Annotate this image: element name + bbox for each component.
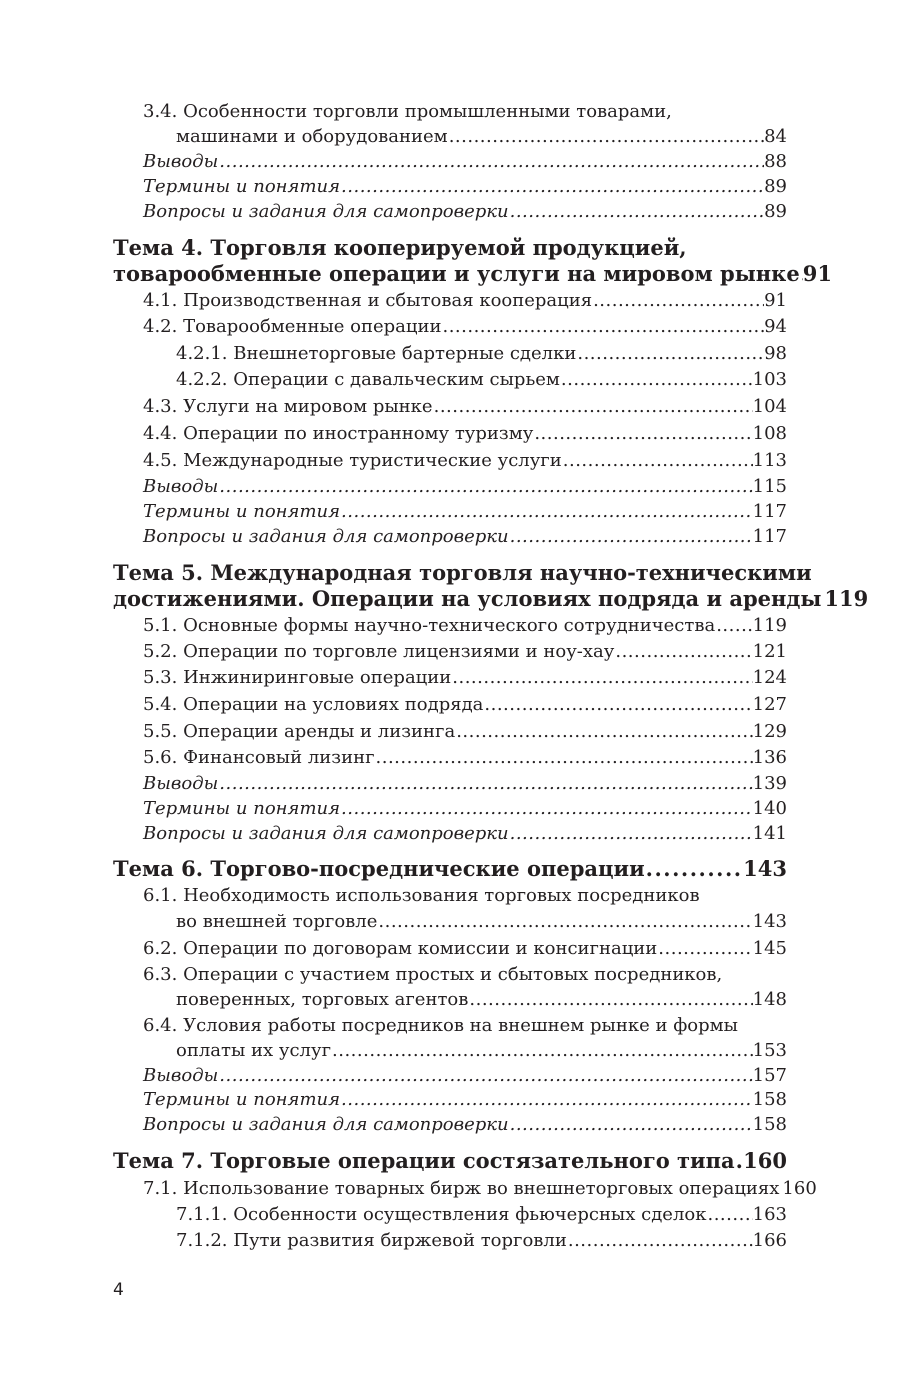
- toc-entry-title: Термины и понятия: [143, 1089, 341, 1110]
- toc-page-number: 91: [802, 261, 832, 286]
- toc-page-number: 117: [752, 501, 787, 522]
- toc-chapter-entry[interactable]: [113, 858, 787, 879]
- page-number: 4: [113, 1280, 124, 1300]
- toc-entry[interactable]: [143, 1116, 787, 1134]
- dot-leader: [340, 178, 764, 196]
- dot-leader: [331, 1042, 753, 1060]
- toc-page-number: 89: [764, 201, 787, 222]
- toc-entry-title: 7.1.2. Пути развития биржевой торговли: [176, 1230, 567, 1251]
- toc-entry[interactable]: [143, 825, 787, 843]
- toc-entry-title: 5.5. Операции аренды и лизинга: [143, 721, 456, 742]
- dot-leader: [576, 345, 764, 363]
- toc-page-number: 119: [752, 615, 787, 636]
- dot-leader: [433, 398, 753, 416]
- toc-page-number: 143: [743, 856, 787, 881]
- dot-leader: [377, 913, 752, 931]
- toc-entry[interactable]: [143, 696, 787, 714]
- dot-leader: [509, 1116, 753, 1134]
- toc-page-number: 153: [752, 1040, 787, 1061]
- toc-entry-title: машинами и оборудованием: [176, 126, 448, 147]
- toc-page-number: 94: [764, 316, 787, 337]
- toc-page-number: 148: [752, 989, 787, 1010]
- toc-page-number: 124: [752, 667, 787, 688]
- toc-entry-title: 7.1. Использование товарных бирж во внешнеторговых операциях: [143, 1178, 780, 1199]
- toc-page-number: 89: [764, 176, 787, 197]
- toc-entry-title-line: 3.4. Особенности торговли промышленными товарами,: [143, 101, 672, 122]
- dot-leader: [533, 425, 752, 443]
- dot-leader: [509, 203, 764, 221]
- toc-entry[interactable]: [143, 503, 787, 521]
- toc-entry-title: 5.3. Инжиниринговые операции: [143, 667, 452, 688]
- toc-entry-title: 4.3. Услуги на мировом рынке: [143, 396, 433, 417]
- toc-entry-title: 4.4. Операции по иностранному туризму: [143, 423, 534, 444]
- dot-leader: [218, 775, 752, 793]
- toc-chapter-entry[interactable]: [113, 261, 832, 286]
- toc-entry-title: 5.1. Основные формы научно-технического сотрудничества: [143, 615, 716, 636]
- toc-entry[interactable]: [176, 1206, 787, 1224]
- toc-entry[interactable]: [143, 749, 787, 767]
- toc-entry[interactable]: [143, 178, 787, 196]
- toc-entry-title: Тема 6. Торгово-посреднические операции: [113, 856, 645, 881]
- toc-page-number: 160: [782, 1178, 817, 1199]
- toc-entry[interactable]: [143, 800, 787, 818]
- toc-page-number: 140: [752, 798, 787, 819]
- toc-entry[interactable]: [143, 153, 787, 171]
- toc-entry[interactable]: [176, 128, 787, 146]
- toc-page-number: 84: [764, 126, 787, 147]
- dot-leader: [560, 371, 753, 389]
- toc-entry-title: Термины и понятия: [143, 176, 341, 197]
- toc-page-number: 98: [764, 343, 787, 364]
- toc-entry-title: 5.2. Операции по торговле лицензиями и ноу-хау: [143, 641, 615, 662]
- toc-entry[interactable]: [176, 345, 787, 363]
- toc-entry-title: достижениями. Операции на условиях подряда и аренды: [113, 586, 822, 611]
- toc-entry[interactable]: [143, 1067, 787, 1085]
- dot-leader: [706, 1206, 752, 1224]
- dot-leader: [483, 696, 752, 714]
- toc-entry-title: 7.1.1. Особенности осуществления фьючерсных сделок: [176, 1204, 707, 1225]
- toc-entry[interactable]: [143, 1091, 787, 1109]
- dot-leader: [455, 723, 752, 741]
- dot-leader: [340, 503, 753, 521]
- toc-entry[interactable]: [176, 913, 787, 931]
- dot-leader: [468, 991, 752, 1009]
- toc-entry-title: 4.2. Товарообменные операции: [143, 316, 442, 337]
- dot-leader: [735, 1150, 744, 1171]
- toc-entry-title: Вопросы и задания для самопроверки: [143, 823, 509, 844]
- toc-entry-title: Вопросы и задания для самопроверки: [143, 1114, 509, 1135]
- toc-page-number: 108: [752, 423, 787, 444]
- toc-entry[interactable]: [176, 371, 787, 389]
- toc-entry-title: поверенных, торговых агентов: [176, 989, 469, 1010]
- toc-entry[interactable]: [143, 425, 787, 443]
- toc-entry-title: во внешней торговле: [176, 911, 378, 932]
- dot-leader: [562, 452, 753, 470]
- dot-leader: [448, 128, 764, 146]
- dot-leader: [340, 1091, 753, 1109]
- toc-page-number: 145: [752, 938, 787, 959]
- toc-entry[interactable]: [143, 452, 787, 470]
- toc-page-number: 163: [752, 1204, 787, 1225]
- toc-page-number: 103: [752, 369, 787, 390]
- toc-entry[interactable]: [143, 318, 787, 336]
- toc-entry[interactable]: [143, 1178, 817, 1199]
- dot-leader: [592, 292, 764, 310]
- toc-page-number: 141: [752, 823, 787, 844]
- toc-page-number: 127: [752, 694, 787, 715]
- toc-entry-title: Выводы: [143, 1065, 219, 1086]
- toc-chapter-entry[interactable]: [113, 1150, 787, 1171]
- dot-leader: [614, 643, 752, 661]
- toc-entry-title: Выводы: [143, 476, 219, 497]
- dot-leader: [645, 858, 743, 879]
- toc-page-number: 136: [752, 747, 787, 768]
- toc-entry[interactable]: [143, 669, 787, 687]
- dot-leader: [375, 749, 753, 767]
- dot-leader: [657, 940, 752, 958]
- toc-entry-title: оплаты их услуг: [176, 1040, 332, 1061]
- toc-entry-title-line: 6.3. Операции с участием простых и сбытовых посредников,: [143, 964, 723, 985]
- toc-entry-title: 6.2. Операции по договорам комиссии и консигнации: [143, 938, 658, 959]
- toc-page-number: 166: [752, 1230, 787, 1251]
- toc-entry-title: Термины и понятия: [143, 798, 341, 819]
- dot-leader: [451, 669, 752, 687]
- dot-leader: [567, 1232, 753, 1250]
- toc-entry-title: Вопросы и задания для самопроверки: [143, 201, 509, 222]
- toc-entry-title: товарообменные операции и услуги на мировом рынке: [113, 261, 800, 286]
- toc-entry[interactable]: [143, 292, 787, 310]
- toc-entry-title: 4.2.1. Внешнеторговые бартерные сделки: [176, 343, 577, 364]
- toc-chapter-entry[interactable]: [113, 586, 869, 611]
- dot-leader: [218, 1067, 752, 1085]
- toc-page-number: 119: [824, 586, 869, 611]
- toc-page-number: 104: [752, 396, 787, 417]
- toc-page-number: 91: [764, 290, 787, 311]
- toc-page-number: 143: [752, 911, 787, 932]
- toc-page-number: 158: [752, 1089, 787, 1110]
- toc-page-number: 158: [752, 1114, 787, 1135]
- dot-leader: [218, 153, 764, 171]
- toc-entry[interactable]: [143, 775, 787, 793]
- toc-page-number: 160: [743, 1148, 787, 1173]
- dot-leader: [509, 825, 753, 843]
- toc-entry[interactable]: [176, 991, 787, 1009]
- toc-entry-title-line: Тема 5. Международная торговля научно-техническими: [113, 560, 812, 585]
- toc-page-number: 117: [752, 526, 787, 547]
- toc-page-number: 88: [764, 151, 787, 172]
- toc-entry[interactable]: [143, 643, 787, 661]
- toc-page-number: 157: [752, 1065, 787, 1086]
- dot-leader: [509, 528, 753, 546]
- toc-entry-title: 4.5. Международные туристические услуги: [143, 450, 562, 471]
- toc-entry-title: Выводы: [143, 151, 219, 172]
- toc-entry[interactable]: [176, 1042, 787, 1060]
- dot-leader: [218, 478, 752, 496]
- toc-page-number: 121: [752, 641, 787, 662]
- toc-entry[interactable]: [143, 528, 787, 546]
- toc-entry-title-line: 6.1. Необходимость использования торговых посредников: [143, 885, 700, 906]
- toc-page-number: 129: [752, 721, 787, 742]
- toc-entry[interactable]: [143, 398, 787, 416]
- toc-entry-title-line: Тема 4. Торговля кооперируемой продукцией,: [113, 235, 687, 260]
- toc-entry-title: 4.2.2. Операции с давальческим сырьем: [176, 369, 560, 390]
- toc-entry-title: Выводы: [143, 773, 219, 794]
- toc-entry-title-line: 6.4. Условия работы посредников на внешнем рынке и формы: [143, 1015, 738, 1036]
- toc-entry-title: 4.1. Производственная и сбытовая кооперация: [143, 290, 593, 311]
- toc-entry[interactable]: [143, 203, 787, 221]
- toc-entry-title: 5.6. Финансовый лизинг: [143, 747, 375, 768]
- toc-entry[interactable]: [143, 723, 787, 741]
- toc-entry[interactable]: [176, 1232, 787, 1250]
- toc-page-number: 115: [752, 476, 787, 497]
- toc-page-number: 139: [752, 773, 787, 794]
- toc-entry[interactable]: [143, 617, 787, 635]
- dot-leader: [441, 318, 764, 336]
- toc-entry[interactable]: [143, 940, 787, 958]
- toc-entry[interactable]: [143, 478, 787, 496]
- dot-leader: [715, 617, 752, 635]
- toc-page-number: 113: [752, 450, 787, 471]
- toc-entry-title: 5.4. Операции на условиях подряда: [143, 694, 484, 715]
- toc-entry-title: Вопросы и задания для самопроверки: [143, 526, 509, 547]
- toc-entry-title: Тема 7. Торговые операции состязательного типа: [113, 1148, 735, 1173]
- toc-entry-title: Термины и понятия: [143, 501, 341, 522]
- dot-leader: [340, 800, 753, 818]
